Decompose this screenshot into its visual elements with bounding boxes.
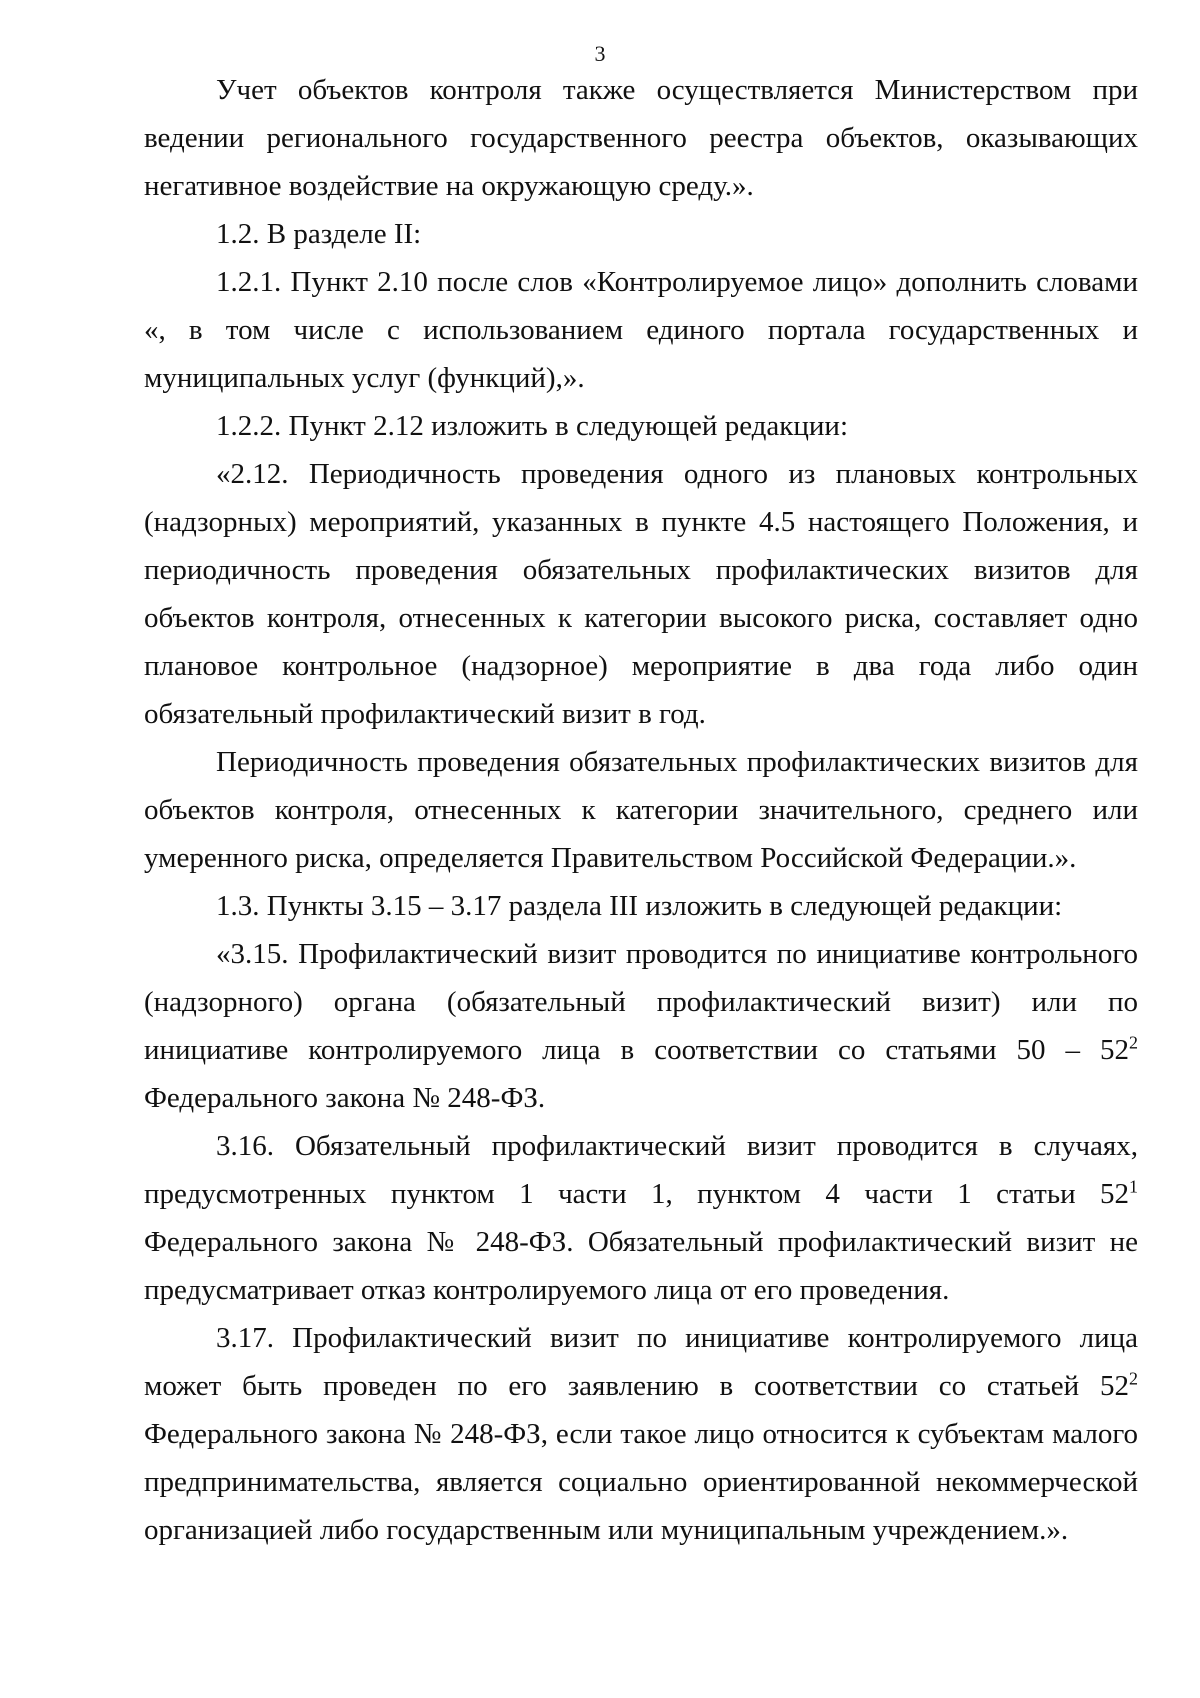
paragraph-3-16 xyxy=(144,1122,1138,1314)
paragraph-3-15-text-a: «3.15. Профилактический визит проводится по инициативе контрольного (надзорного) органа (обязательный профилактический визит) или по инициативе контролируемого лица в соответствии со статьями 50 – 52 xyxy=(144,938,1138,1066)
paragraph-3-17 xyxy=(144,1314,1138,1554)
paragraph-3-15-text-b: Федерального закона № 248-ФЗ. xyxy=(144,1082,546,1114)
paragraph-3-16-superscript: 1 xyxy=(1129,1176,1138,1197)
paragraph-object-accounting: Учет объектов контроля также осуществляется Министерством при ведении регионального государственного реестра объектов, оказывающих негативное воздействие на окружающую среду.». xyxy=(144,74,1138,202)
paragraph-1-2-2: 1.2.2. Пункт 2.12 изложить в следующей редакции: xyxy=(216,410,849,442)
paragraph-3-16-text-b: Федерального закона № 248-ФЗ. Обязательный профилактический визит не предусматривает отказ контролируемого лица от его проведения. xyxy=(144,1226,1138,1306)
paragraph-2-12: «2.12. Периодичность проведения одного из плановых контрольных (надзорных) мероприятий, указанных в пункте 4.5 настоящего Положения, и периодичность проведения обязательных профилактических визитов для объектов контроля, отнесенных к категории высокого риска, составляет одно плановое контрольное (надзорное) мероприятие в два года либо один обязательный профилактический визит в год. xyxy=(144,458,1138,730)
paragraph-1-2-1: 1.2.1. Пункт 2.10 после слов «Контролируемое лицо» дополнить словами «, в том числе с использованием единого портала государственных и муниципальных услуг (функций),». xyxy=(144,266,1138,394)
paragraph-3-15-superscript: 2 xyxy=(1129,1032,1138,1053)
page-number: 3 xyxy=(594,41,606,66)
document-body xyxy=(144,66,1138,1554)
paragraph-3-17-text-a: 3.17. Профилактический визит по инициативе контролируемого лица может быть проведен по его заявлению в соответствии со статьей 52 xyxy=(144,1322,1138,1402)
paragraph-1-3: 1.3. Пункты 3.15 – 3.17 раздела III изложить в следующей редакции: xyxy=(216,890,1063,922)
paragraph-section-2-heading: 1.2. В разделе II: xyxy=(216,218,422,250)
paragraph-3-15 xyxy=(144,930,1138,1122)
paragraph-periodicity: Периодичность проведения обязательных профилактических визитов для объектов контроля, отнесенных к категории значительного, среднего или умеренного риска, определяется Правительством Российской Федерации.». xyxy=(144,746,1138,874)
paragraph-3-17-superscript: 2 xyxy=(1129,1368,1138,1389)
paragraph-3-16-text-a: 3.16. Обязательный профилактический визит проводится в случаях, предусмотренных пунктом 1 части 1, пунктом 4 части 1 статьи 52 xyxy=(144,1130,1138,1210)
paragraph-3-17-text-b: Федерального закона № 248-ФЗ, если такое лицо относится к субъектам малого предпринимательства, является социально ориентированной некоммерческой организацией либо государственным или муниципальным учреждением.». xyxy=(144,1418,1138,1546)
